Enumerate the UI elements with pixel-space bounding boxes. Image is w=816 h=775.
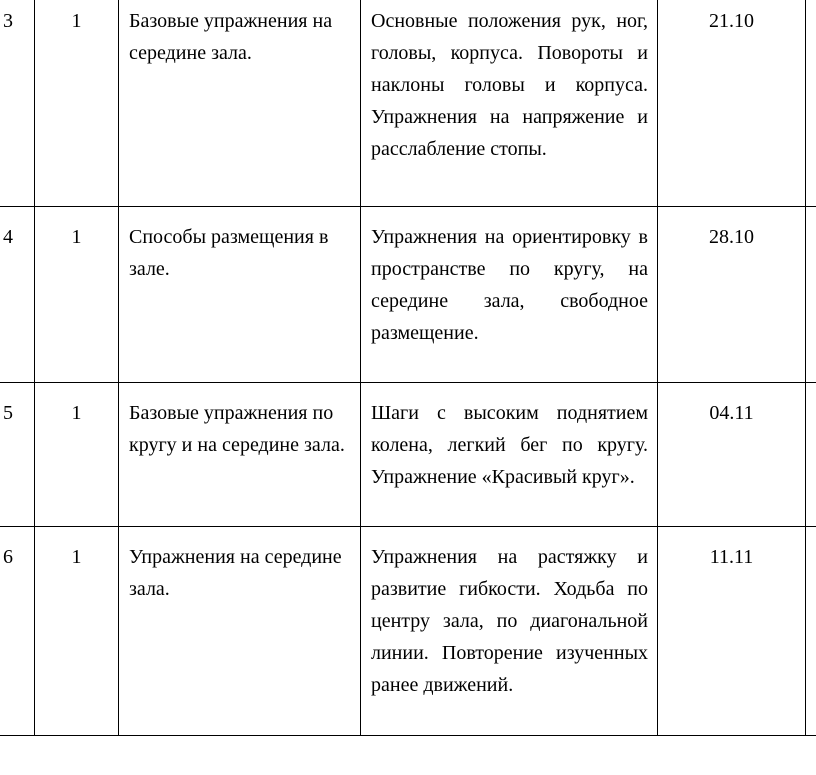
- topic-cell: [119, 207, 361, 383]
- lesson-hours: 1: [71, 546, 82, 568]
- hours-cell: [35, 383, 119, 527]
- lesson-content: Основные положения рук, ног, головы, корпуса. Повороты и наклоны головы и корпуса. Упражнения на напряжение и расслабление стопы.: [371, 10, 648, 160]
- topic-cell: [119, 0, 361, 207]
- content-cell: [361, 527, 658, 736]
- lesson-date: 28.10: [709, 226, 754, 248]
- lesson-number: 3: [3, 10, 13, 32]
- table-row: [0, 527, 816, 736]
- lesson-number-cell: [0, 207, 35, 383]
- lesson-number-cell: [0, 383, 35, 527]
- hours-cell: [35, 527, 119, 736]
- hours-cell: [35, 207, 119, 383]
- lesson-number-cell: [0, 0, 35, 207]
- date-cell: [658, 0, 806, 207]
- lesson-date: 21.10: [709, 10, 754, 32]
- table-row: [0, 207, 816, 383]
- hours-cell: [35, 0, 119, 207]
- lesson-hours: 1: [71, 10, 82, 32]
- lesson-date: 11.11: [709, 546, 754, 568]
- notes-cell: [806, 0, 816, 207]
- date-cell: [658, 527, 806, 736]
- table-row: [0, 383, 816, 527]
- date-cell: [658, 207, 806, 383]
- lesson-number-cell: [0, 527, 35, 736]
- notes-cell: [806, 383, 816, 527]
- topic-cell: [119, 527, 361, 736]
- content-cell: [361, 383, 658, 527]
- lesson-content: Упражнения на растяжку и развитие гибкости. Ходьба по центру зала, по диагональной линии. Повторение изученных ранее движений.: [371, 546, 648, 696]
- lesson-hours: 1: [71, 226, 82, 248]
- lesson-topic: Базовые упражнения на середине зала.: [129, 10, 333, 64]
- lesson-date: 04.11: [709, 402, 754, 424]
- lesson-number: 4: [3, 226, 13, 248]
- lesson-number: 6: [3, 546, 13, 568]
- content-cell: [361, 0, 658, 207]
- content-cell: [361, 207, 658, 383]
- notes-cell: [806, 207, 816, 383]
- table-row: [0, 0, 816, 207]
- date-cell: [658, 383, 806, 527]
- notes-cell: [806, 527, 816, 736]
- lesson-hours: 1: [71, 402, 82, 424]
- topic-cell: [119, 383, 361, 527]
- lesson-content: Упражнения на ориентировку в пространстве по кругу, на середине зала, свободное размещение.: [371, 226, 648, 344]
- lesson-topic: Способы размещения в зале.: [129, 226, 329, 280]
- lesson-content: Шаги с высоким поднятием колена, легкий бег по кругу. Упражнение «Красивый круг».: [371, 402, 648, 488]
- lesson-number: 5: [3, 402, 13, 424]
- lesson-topic: Базовые упражнения по кругу и на середине зала.: [129, 402, 345, 456]
- lesson-topic: Упражнения на середине зала.: [129, 546, 342, 600]
